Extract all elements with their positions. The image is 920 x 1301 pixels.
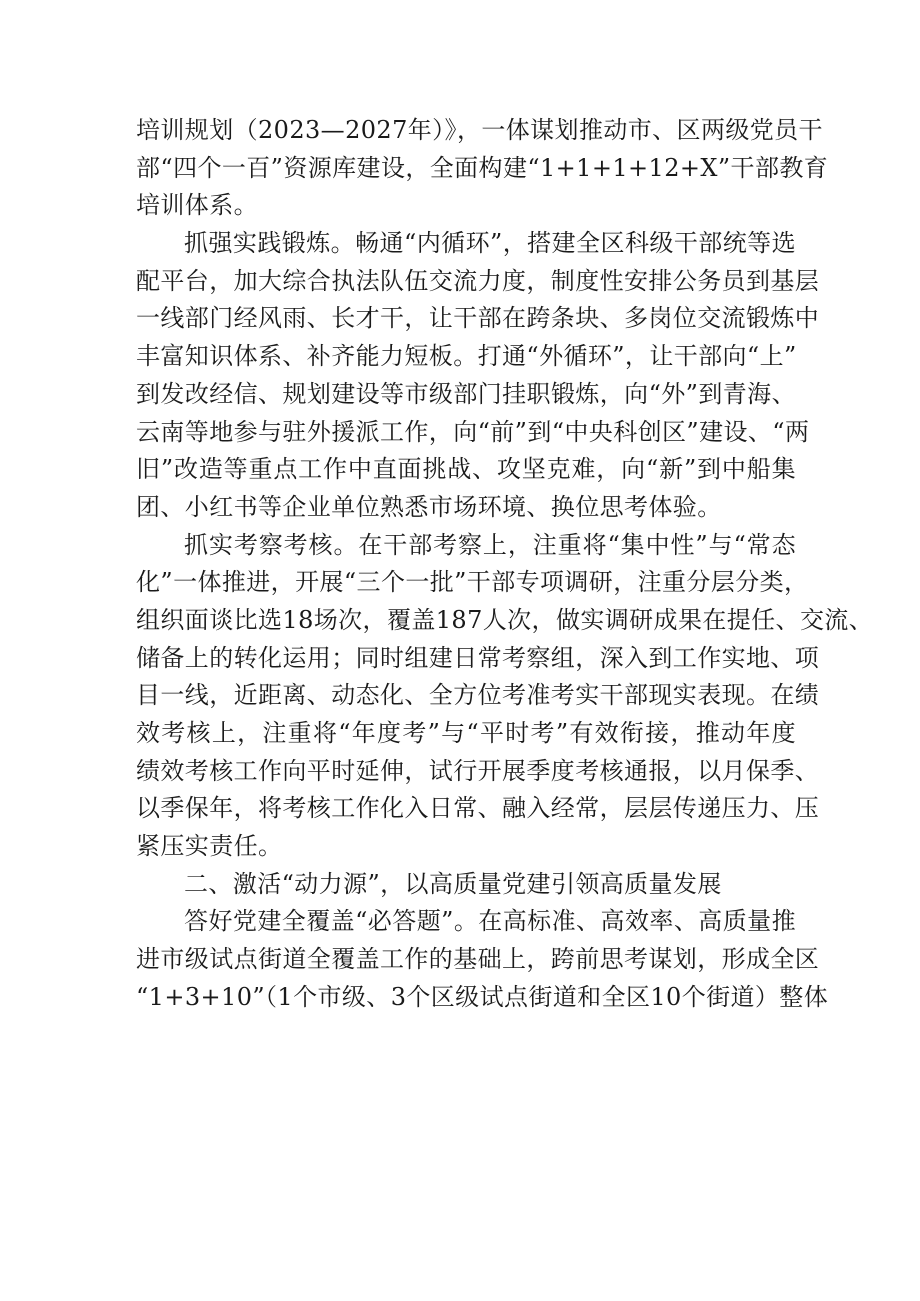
text-line-10: 旧”改造等重点工作中直面挑战、攻坚克难，向“新”到中船集 bbox=[136, 455, 796, 484]
paragraph-coverage-heading-line: 答好党建全覆盖“必答题”。在高标准、高效率、高质量推 bbox=[184, 907, 796, 936]
text-line-16: 目一线，近距离、动态化、全方位考准考实干部现实表现。在绩 bbox=[136, 681, 820, 710]
section-heading: 二、激活“动力源”，以高质量党建引领高质量发展 bbox=[184, 869, 722, 898]
text-line-2: 部“四个一百”资源库建设，全面构建“1+1+1+12+X”干部教育 bbox=[136, 153, 829, 182]
text-line-5: 配平台，加大综合执法队伍交流力度，制度性安排公务员到基层 bbox=[136, 266, 820, 295]
text-line-20: 紧压实责任。 bbox=[136, 832, 283, 861]
text-line-15: 储备上的转化运用；同时组建日常考察组，深入到工作实地、项 bbox=[136, 643, 820, 672]
text-line-11: 团、小红书等企业单位熟悉市场环境、换位思考体验。 bbox=[136, 492, 722, 521]
text-line-8: 到发改经信、规划建设等市级部门挂职锻炼，向“外”到青海、 bbox=[136, 379, 796, 408]
text-line-13: 化”一体推进，开展“三个一批”干部专项调研，注重分层分类， bbox=[136, 568, 809, 597]
text-line-23: 进市级试点街道全覆盖工作的基础上，跨前思考谋划，形成全区 bbox=[136, 945, 820, 974]
text-line-7: 丰富知识体系、补齐能力短板。打通“外循环”，让干部向“上” bbox=[136, 342, 797, 371]
text-line-24: “1+3+10”（1个市级、3个区级试点街道和全区10个街道）整体 bbox=[136, 982, 829, 1011]
paragraph-practice-heading-line: 抓强实践锻炼。畅通“内循环”，搭建全区科级干部统等选 bbox=[184, 229, 796, 258]
text-line-19: 以季保年，将考核工作化入日常、融入经常，层层传递压力、压 bbox=[136, 794, 820, 823]
text-line-3: 培训体系。 bbox=[136, 191, 258, 220]
document-body bbox=[136, 112, 874, 1017]
paragraph-assessment-heading-line: 抓实考察考核。在干部考察上，注重将“集中性”与“常态 bbox=[184, 530, 796, 559]
text-line-6: 一线部门经风雨、长才干，让干部在跨条块、多岗位交流锻炼中 bbox=[136, 304, 820, 333]
text-line-18: 绩效考核工作向平时延伸，试行开展季度考核通报，以月保季、 bbox=[136, 756, 820, 785]
text-line-1: 培训规划（2023—2027年）》，一体谋划推动市、区两级党员干 bbox=[136, 116, 823, 144]
text-line-14: 组织面谈比选18场次，覆盖187人次，做实调研成果在提任、交流、 bbox=[136, 605, 874, 634]
text-line-17: 效考核上，注重将“年度考”与“平时考”有效衔接，推动年度 bbox=[136, 719, 796, 747]
text-line-9: 云南等地参与驻外援派工作，向“前”到“中央科创区”建设、“两 bbox=[136, 417, 810, 446]
